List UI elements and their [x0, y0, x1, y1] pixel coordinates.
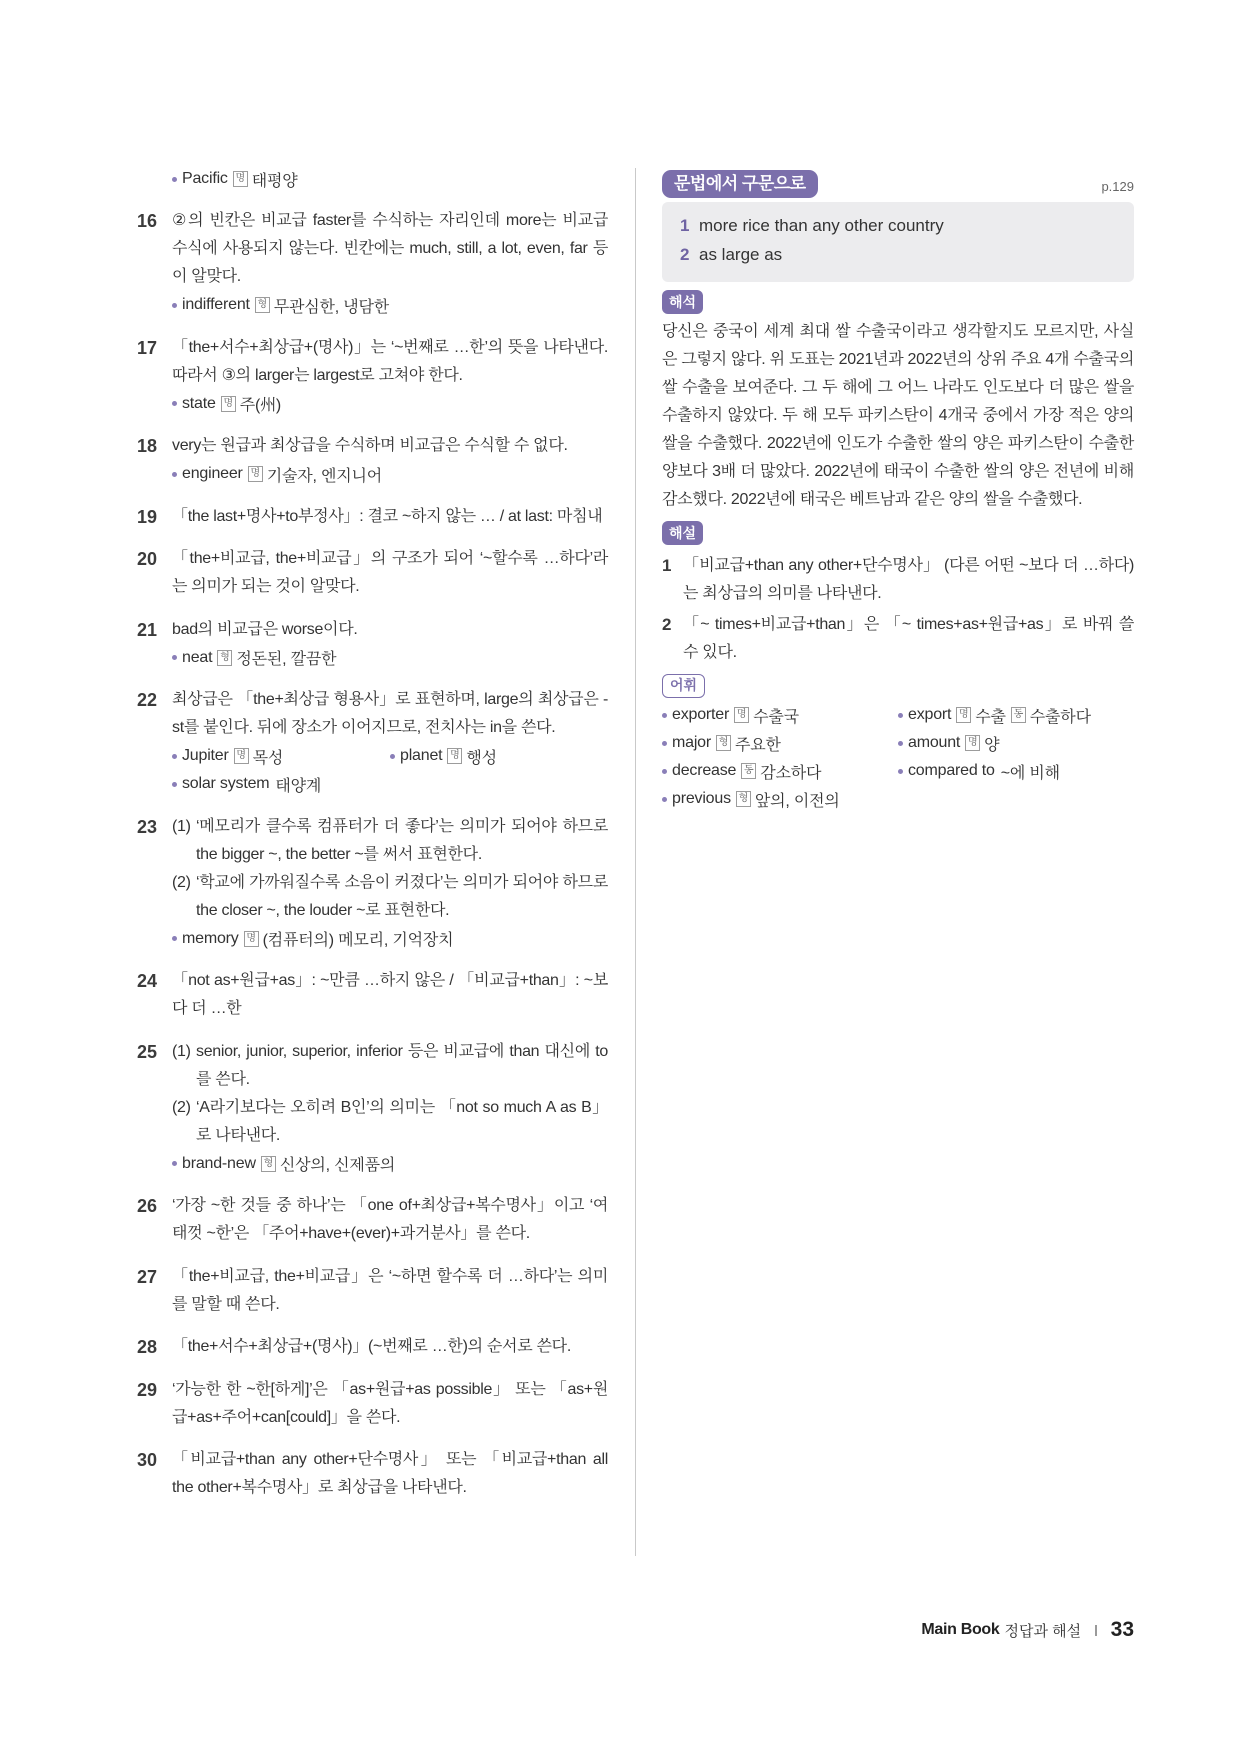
item-content: [172, 503, 608, 531]
vocab-word: indifferent: [182, 296, 250, 313]
vocab-entry: [898, 729, 1134, 757]
explanation-text: 「비교급+than any other+단수명사」 (다른 어떤 ~보다 더 …하다)는 최상급의 의미를 나타낸다.: [683, 557, 1134, 602]
part-of-speech-tag: 동: [741, 763, 756, 779]
part-of-speech-tag: 동: [1011, 707, 1026, 723]
answer-item: [137, 813, 608, 953]
part-of-speech-tag: 명: [221, 396, 236, 412]
sub-answer-text: ‘메모리가 클수록 컴퓨터가 더 좋다’는 의미가 되어야 하므로 the bigger ~, the better ~를 써서 표현한다.: [196, 817, 608, 863]
vocab-entry: [172, 291, 608, 319]
answer-text: as large as: [699, 245, 783, 264]
bullet-icon: [172, 472, 177, 477]
part-of-speech-tag: 명: [965, 735, 980, 751]
vocab-word: exporter: [672, 706, 730, 723]
column-divider: [635, 168, 636, 1556]
answer-item: [137, 1192, 608, 1248]
item-content: [172, 1192, 608, 1248]
item-explanation: ‘가장 ~한 것들 중 하나’는 「one of+최상급+복수명사」이고 ‘여태껏 ~한’은 「주어+have+(ever)+과거분사」를 쓴다.: [172, 1197, 608, 1242]
answer-item: [137, 1038, 608, 1178]
answer-item: [137, 616, 608, 672]
item-number: 28: [137, 1337, 158, 1357]
vocab-entry: [898, 701, 1134, 729]
sub-answer: [172, 1038, 608, 1094]
vocab-word: engineer: [182, 465, 243, 482]
bullet-icon: [172, 655, 177, 660]
bullet-icon: [662, 713, 667, 718]
sub-answer-text: ‘A라기보다는 오히려 B인’의 의미는 「not so much A as B」로 나타낸다.: [196, 1098, 608, 1144]
vocab-meaning: 감소하다: [760, 764, 822, 782]
part-of-speech-tag: 명: [233, 171, 248, 187]
vocab-list: [662, 701, 1134, 813]
translation-badge: 해석: [662, 290, 703, 314]
vocabulary-heading: [662, 674, 1134, 698]
explanation-heading: [662, 521, 1134, 545]
vocab-word: memory: [182, 929, 239, 947]
answer-item: [137, 1446, 608, 1502]
vocab-meaning: 수출: [975, 708, 1006, 726]
answer-item: [137, 686, 608, 798]
sub-answer-text: ‘학교에 가까워질수록 소음이 커졌다’는 의미가 되어야 하므로 the closer ~, the louder ~로 표현한다.: [196, 873, 608, 919]
sub-answer-label: (2): [172, 1098, 191, 1116]
bullet-icon: [390, 754, 395, 759]
bullet-icon: [662, 769, 667, 774]
vocab-entry: [172, 770, 390, 798]
vocab-meaning: 수출하다: [1029, 708, 1091, 726]
vocab-entry: [172, 165, 608, 193]
item-content: [172, 1038, 608, 1178]
explanation-text: 「~ times+비교급+than」은 「~ times+as+원급+as」로 바꿔 쓸 수 있다.: [683, 616, 1134, 661]
item-explanation: 「the+서수+최상급+(명사)」는 ‘~번째로 …한’의 뜻을 나타낸다. 따라서 ③의 larger는 largest로 고쳐야 한다.: [172, 338, 608, 384]
part-of-speech-tag: 명: [234, 748, 249, 764]
explanation-number: 1: [662, 556, 672, 575]
explanation-badge: 해설: [662, 521, 703, 545]
page-footer: [921, 1615, 1134, 1645]
vocab-word: state: [182, 394, 216, 412]
answer-line: [680, 211, 1117, 240]
item-content: [172, 334, 608, 418]
page-number: 33: [1110, 1618, 1134, 1641]
answer-box: [662, 202, 1134, 282]
vocab-word: export: [908, 706, 952, 723]
item-explanation: bad의 비교급은 worse이다.: [172, 620, 358, 638]
answer-item: [137, 503, 608, 531]
vocab-word: solar system: [182, 775, 270, 792]
explanation-list: [662, 552, 1134, 667]
item-number: 19: [137, 506, 158, 527]
bullet-icon: [172, 782, 177, 787]
vocab-meaning: 앞의, 이전의: [754, 792, 840, 810]
answer-item: [137, 207, 608, 319]
vocab-meaning: 태양계: [275, 777, 322, 795]
bullet-icon: [172, 1161, 177, 1166]
item-number: 21: [137, 619, 158, 640]
item-content: [172, 1333, 608, 1361]
vocab-entry: [662, 729, 898, 757]
vocab-meaning: 목성: [252, 749, 284, 767]
vocab-meaning: 양: [984, 736, 1000, 754]
item-number: 18: [137, 436, 158, 456]
vocab-entry: [172, 460, 608, 488]
item-explanation: 「not as+원급+as」: ~만큼 …하지 않은 / 「비교급+than」: ~보다 더 …한: [172, 972, 608, 1017]
item-content: [172, 813, 608, 953]
bullet-icon: [172, 303, 177, 308]
item-number: 27: [137, 1266, 158, 1287]
vocab-word: previous: [672, 790, 731, 807]
vocab-meaning: 행성: [466, 749, 497, 767]
item-explanation: 최상급은 「the+최상급 형용사」로 표현하며, large의 최상급은 -st를 붙인다. 뒤에 장소가 이어지므로, 전치사는 in을 쓴다.: [172, 691, 608, 736]
vocab-meaning: 태평양: [251, 172, 298, 190]
explanation-number: 2: [662, 615, 672, 634]
sub-answer-label: (1): [172, 817, 191, 835]
item-content: [172, 207, 608, 319]
part-of-speech-tag: 형: [255, 297, 270, 313]
bullet-icon: [662, 741, 667, 746]
vocab-word: Pacific: [182, 170, 228, 187]
translation-heading: [662, 290, 1134, 314]
translation-text: 당신은 중국이 세계 최대 쌀 수출국이라고 생각할지도 모르지만, 사실은 그렇지 않다. 위 도표는 2021년과 2022년의 상위 주요 4개 수출국의 쌀 수출을 보여준다. 그 두 해에 그 어느 나라도 인도보다 더 많은 쌀을 수출하지 않았다. 두 해 모두 파키스탄이 4개국 중에서 가장 적은 양의 쌀을 수출했다. 2022년에 인도가 수출한 쌀의 양은 파키스탄이 수출한 양보다 3배 더 많았다. 2022년에 태국이 수출한 쌀의 양은 전년에 비해 감소했다. 2022년에 태국은 베트남과 같은 양의 쌀을 수출했다.: [662, 323, 1134, 508]
item-number: 22: [137, 690, 158, 710]
item-content: [172, 432, 608, 488]
sub-answer: [172, 813, 608, 869]
vocab-meaning: 정돈된, 깔끔한: [236, 651, 337, 668]
item-number: 24: [137, 971, 158, 991]
part-of-speech-tag: 형: [261, 1156, 276, 1172]
bullet-icon: [172, 754, 177, 759]
item-content: [172, 686, 608, 798]
vocab-word: planet: [400, 747, 443, 764]
vocab-entry: [662, 785, 898, 813]
explanation-item: [662, 552, 1134, 608]
vocab-entry: [662, 757, 898, 785]
vocab-entry: [172, 644, 608, 672]
vocab-entry: [172, 390, 608, 418]
answer-text: more rice than any other country: [699, 216, 944, 235]
answer-item: [137, 1333, 608, 1361]
vocab-meaning: (컴퓨터의) 메모리, 기억장치: [262, 932, 454, 949]
item-number: 20: [137, 549, 158, 569]
item-content: [172, 1446, 608, 1502]
answer-number: 1: [680, 216, 690, 235]
item-number: 26: [137, 1196, 158, 1216]
item-explanation: 「the+비교급, the+비교급」의 구조가 되어 ‘~할수록 …하다’라는 의미가 되는 것이 알맞다.: [172, 550, 608, 595]
part-of-speech-tag: 명: [447, 748, 462, 764]
item-explanation: ‘가능한 한 ~한[하게]’은 「as+원급+as possible」 또는 「as+원급+as+주어+can[could]」을 쓴다.: [172, 1380, 608, 1426]
item-number: 23: [137, 816, 158, 837]
item-explanation: 「비교급+than any other+단수명사」 또는 「비교급+than all the other+복수명사」로 최상급을 나타낸다.: [172, 1451, 608, 1496]
item-explanation: very는 원급과 최상급을 수식하며 비교급은 수식할 수 없다.: [172, 437, 568, 454]
vocab-entry: [172, 742, 390, 770]
sub-answer-label: (1): [172, 1042, 191, 1060]
vocab-word: decrease: [672, 762, 737, 779]
bullet-icon: [172, 177, 177, 182]
part-of-speech-tag: 명: [956, 707, 971, 723]
item-content: [172, 967, 608, 1023]
vocab-entry: [390, 742, 608, 770]
vocab-meaning: 수출국: [753, 708, 799, 726]
item-number: 16: [137, 211, 158, 231]
sub-answer: [172, 1094, 608, 1150]
vocab-list: [137, 165, 608, 193]
vocab-word: amount: [908, 734, 961, 751]
vocab-entry: [172, 925, 608, 953]
book-name: Main Book: [921, 1621, 1000, 1638]
part-of-speech-tag: 형: [736, 791, 751, 807]
item-explanation: ②의 빈칸은 비교급 faster를 수식하는 자리인데 more는 비교급 수식에 사용되지 않는다. 빈칸에는 much, still, a lot, even, far 등이 알맞다.: [172, 212, 608, 285]
bullet-icon: [898, 769, 903, 774]
bullet-icon: [172, 401, 177, 406]
book-section-title: 정답과 해설: [1004, 1622, 1082, 1640]
item-content: [172, 1376, 608, 1432]
answer-number: 2: [680, 245, 690, 264]
sub-answer-text: senior, junior, superior, inferior 등은 비교급에 than 대신에 to를 쓴다.: [196, 1042, 608, 1088]
answer-explanations-column: [137, 165, 608, 1517]
vocab-meaning: 무관심한, 냉담한: [273, 298, 390, 316]
vocab-entry: [172, 1150, 608, 1178]
part-of-speech-tag: 명: [248, 466, 263, 482]
vocab-meaning: 기술자, 엔지니어: [266, 467, 382, 485]
section-header: [662, 170, 1134, 198]
vocab-entry: [662, 701, 898, 729]
answer-item: [137, 967, 608, 1023]
item-content: [172, 1263, 608, 1319]
section-title-badge: 문법에서 구문으로: [662, 170, 818, 198]
bullet-icon: [172, 936, 177, 941]
part-of-speech-tag: 형: [716, 735, 731, 751]
answer-line: [680, 240, 1117, 269]
vocab-meaning: ~에 비해: [1000, 764, 1060, 782]
vocabulary-badge: 어휘: [662, 674, 705, 698]
vocab-list: [172, 742, 608, 798]
vocab-entry: [898, 757, 1134, 785]
footer-separator: [1095, 1625, 1097, 1636]
item-number: 30: [137, 1450, 158, 1470]
vocab-word: neat: [182, 648, 213, 666]
grammar-to-syntax-column: [662, 170, 1134, 813]
sub-answer-label: (2): [172, 873, 191, 891]
answer-item: [137, 334, 608, 418]
item-content: [172, 616, 608, 672]
sub-answer: [172, 869, 608, 925]
vocab-meaning: 주요한: [735, 736, 781, 754]
vocab-word: major: [672, 734, 712, 751]
vocab-word: Jupiter: [182, 747, 229, 764]
item-content: [172, 545, 608, 601]
explanation-item: [662, 611, 1134, 667]
item-number: 29: [137, 1379, 158, 1400]
item-explanation: 「the last+명사+to부정사」: 결코 ~하지 않는 … / at last: 마침내: [172, 507, 603, 525]
answer-item: [137, 1263, 608, 1319]
page-reference: p.129: [1101, 178, 1134, 194]
answer-item: [137, 545, 608, 601]
item-explanation: 「the+비교급, the+비교급」은 ‘~하면 할수록 더 …하다’는 의미를 말할 때 쓴다.: [172, 1267, 608, 1313]
part-of-speech-tag: 명: [244, 931, 259, 947]
vocab-word: compared to: [908, 762, 995, 779]
answer-item: [137, 432, 608, 488]
bullet-icon: [898, 741, 903, 746]
item-number: 25: [137, 1041, 158, 1062]
item-explanation: 「the+서수+최상급+(명사)」(~번째로 …한)의 순서로 쓴다.: [172, 1338, 571, 1355]
item-number: 17: [137, 337, 158, 358]
bullet-icon: [662, 797, 667, 802]
part-of-speech-tag: 명: [734, 707, 749, 723]
vocab-meaning: 신상의, 신제품의: [279, 1157, 396, 1174]
vocab-meaning: 주(州): [239, 397, 282, 414]
answer-item: [137, 1376, 608, 1432]
bullet-icon: [898, 713, 903, 718]
part-of-speech-tag: 형: [217, 650, 232, 666]
vocab-word: brand-new: [182, 1154, 256, 1172]
